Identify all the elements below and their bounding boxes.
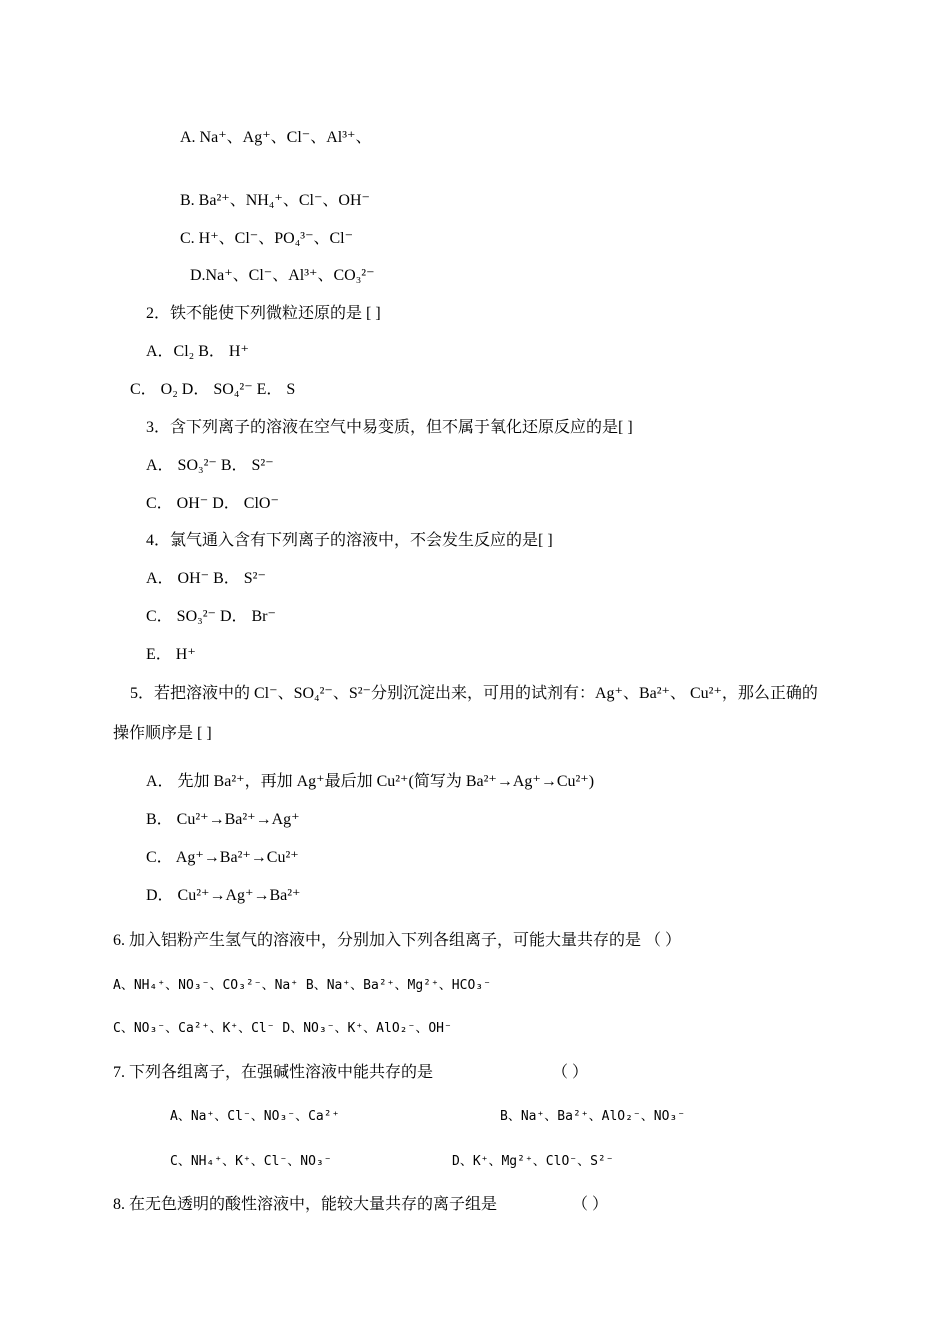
q2-options-ab: A．Cl₂ B． H⁺	[146, 343, 249, 360]
q5-option-b: B． Cu²⁺→Ba²⁺→Ag⁺	[146, 811, 300, 828]
q5-option-c: C． Ag⁺→Ba²⁺→Cu²⁺	[146, 849, 299, 866]
q7-option-b: B、Na⁺、Ba²⁺、AlO₂⁻、NO₃⁻	[500, 1109, 686, 1124]
q1-option-c: C. H⁺、Cl⁻、PO₄³⁻、Cl⁻	[180, 230, 354, 247]
q3-stem: 3．含下列离子的溶液在空气中易变质，但不属于氧化还原反应的是[ ]	[146, 419, 633, 436]
q1-option-d: D.Na⁺、Cl⁻、Al³⁺、CO₃²⁻	[190, 267, 375, 284]
q4-option-e: E． H⁺	[146, 646, 196, 663]
q5-stem-line1: 5．若把溶液中的 Cl⁻、SO₄²⁻、S²⁻分别沉淀出来，可用的试剂有：Ag⁺、Ba²⁺、 Cu²⁺，那么正确的	[130, 685, 818, 702]
q6-options-cd: C、NO₃⁻、Ca²⁺、K⁺、Cl⁻ D、NO₃⁻、K⁺、AlO₂⁻、OH⁻	[113, 1021, 452, 1036]
q1-option-b: B. Ba²⁺、NH₄⁺、Cl⁻、OH⁻	[180, 192, 370, 209]
q7-option-c: C、NH₄⁺、K⁺、Cl⁻、NO₃⁻	[170, 1154, 332, 1169]
q2-options-cde: C． O₂ D． SO₄²⁻ E． S	[130, 381, 296, 398]
q6-stem: 6. 加入铝粉产生氢气的溶液中，分别加入下列各组离子，可能大量共存的是 （ ）	[113, 932, 682, 949]
q6-options-ab: A、NH₄⁺、NO₃⁻、CO₃²⁻、Na⁺ B、Na⁺、Ba²⁺、Mg²⁺、HCO₃⁻	[113, 978, 491, 993]
q5-stem-line2: 操作顺序是 [ ]	[113, 725, 212, 742]
q7-stem: 7. 下列各组离子，在强碱性溶液中能共存的是	[113, 1064, 434, 1081]
q7-option-d: D、K⁺、Mg²⁺、ClO⁻、S²⁻	[452, 1154, 614, 1169]
q8-answer-paren: （ ）	[572, 1196, 609, 1213]
q3-options-ab: A． SO₃²⁻ B． S²⁻	[146, 457, 274, 474]
q5-option-d: D． Cu²⁺→Ag⁺→Ba²⁺	[146, 887, 301, 904]
q1-option-a: A. Na⁺、Ag⁺、Cl⁻、Al³⁺、	[180, 129, 372, 146]
q3-options-cd: C． OH⁻ D． ClO⁻	[146, 495, 279, 512]
q8-stem: 8. 在无色透明的酸性溶液中，能较大量共存的离子组是	[113, 1196, 498, 1213]
q4-stem: 4．氯气通入含有下列离子的溶液中，不会发生反应的是[ ]	[146, 532, 553, 549]
q7-option-a: A、Na⁺、Cl⁻、NO₃⁻、Ca²⁺	[170, 1109, 340, 1124]
q7-answer-paren: （ ）	[552, 1064, 589, 1081]
q4-options-cd: C． SO₃²⁻ D． Br⁻	[146, 608, 276, 625]
q4-options-ab: A． OH⁻ B． S²⁻	[146, 570, 266, 587]
q5-option-a: A． 先加 Ba²⁺，再加 Ag⁺最后加 Cu²⁺(简写为 Ba²⁺→Ag⁺→Cu²⁺)	[146, 773, 595, 790]
q2-stem: 2．铁不能使下列微粒还原的是 [ ]	[146, 305, 381, 322]
